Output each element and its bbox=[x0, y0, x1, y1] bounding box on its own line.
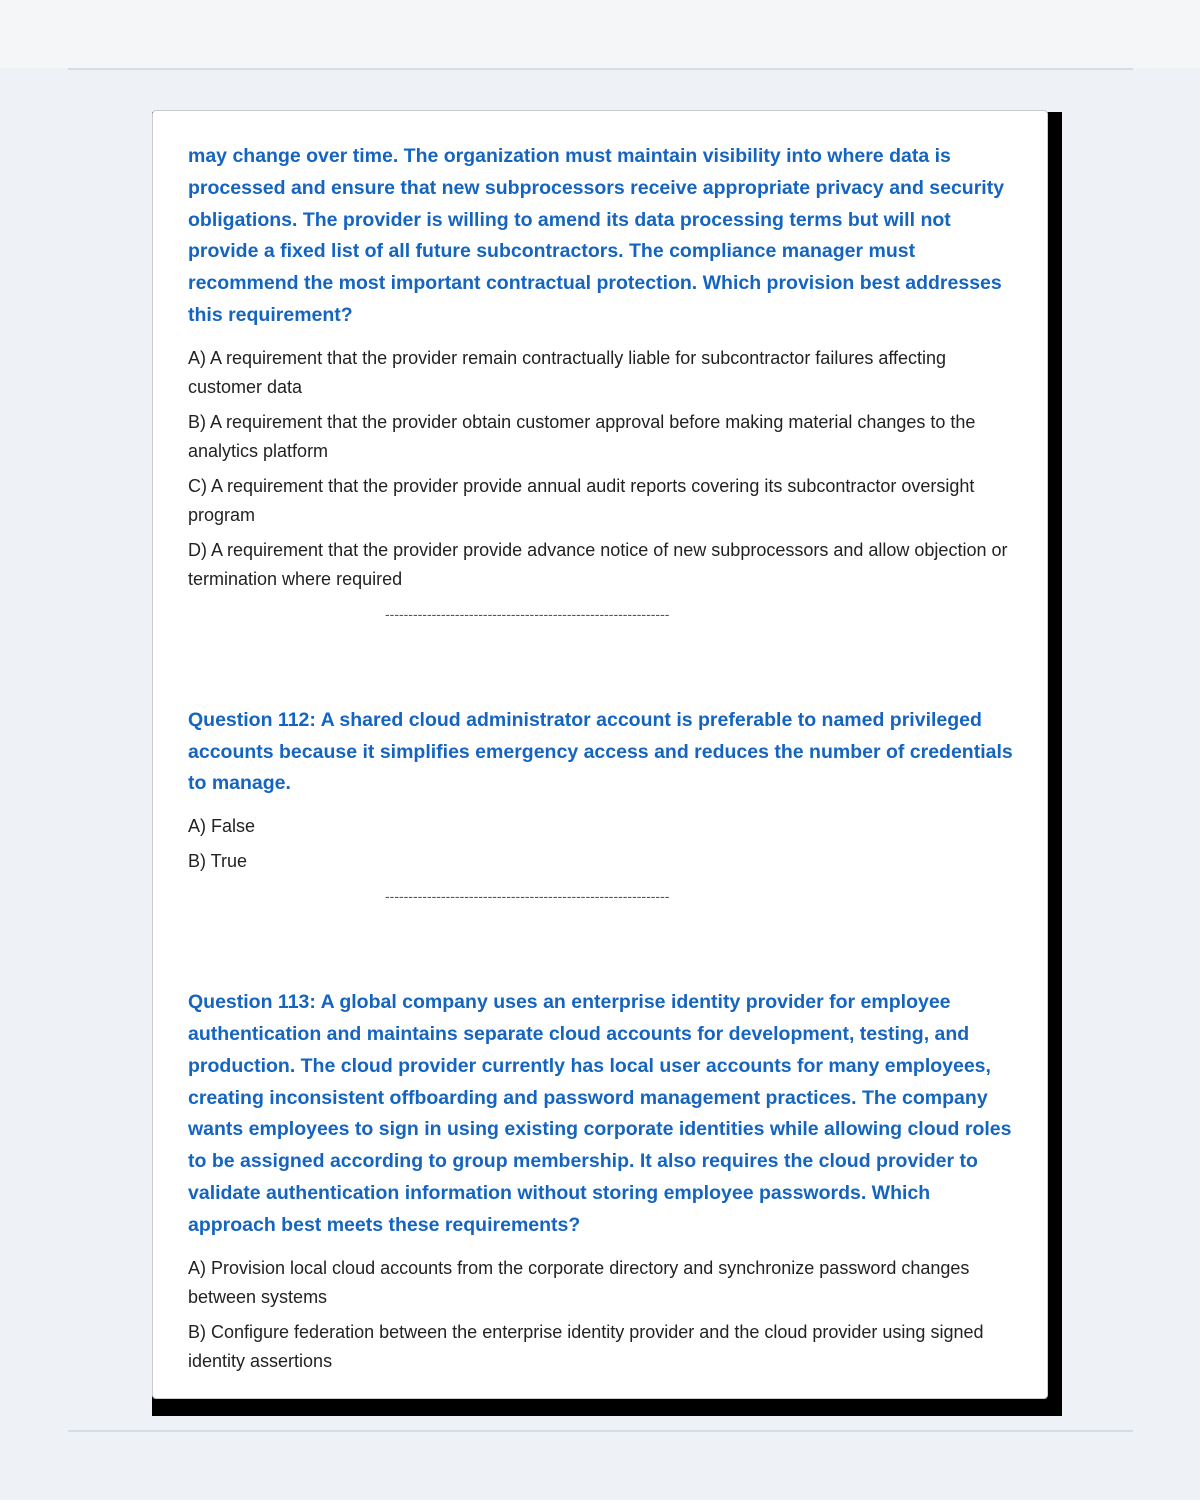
page-content bbox=[188, 141, 1013, 1382]
top-band bbox=[0, 0, 1200, 68]
document-page bbox=[152, 110, 1048, 1399]
top-divider bbox=[68, 68, 1133, 70]
question-text: may change over time. The organization must maintain visibility into where data is processed and ensure that new subprocessors receive appropriate privacy and security obligations. The provider is willing to amend its data processing terms but will not provide a fixed list of all future subcontractors. The compliance manager must recommend the most important contractual protection. Which provision best addresses this requirement? bbox=[188, 145, 1005, 326]
answer-option: B) Configure federation between the enterprise identity provider and the cloud provider using signed identity assertions bbox=[188, 1321, 984, 1371]
question-text: Question 113: A global company uses an enterprise identity provider for employee authentication and maintains separate cloud accounts for development, testing, and production. The cloud provider currently has local user accounts for many employees, creating inconsistent offboarding and password management practices. The company wants employees to sign in using existing corporate identities while allowing cloud roles to be assigned according to group membership. It also requires the cloud provider to validate authentication information without storing employee passwords. Which approach best meets these requirements? bbox=[188, 991, 1012, 1236]
answer-option: C) A requirement that the provider provide annual audit reports covering its subcontractor oversight program bbox=[188, 475, 975, 525]
answer-options bbox=[188, 812, 1013, 876]
answer-option: A) Provision local cloud accounts from the corporate directory and synchronize password changes between systems bbox=[188, 1257, 970, 1307]
question-block bbox=[188, 141, 1013, 624]
answer-options bbox=[188, 344, 1013, 594]
answer-option: A) False bbox=[188, 816, 256, 837]
answer-option: D) A requirement that the provider provide advance notice of new subprocessors and allow objection or termination where required bbox=[188, 539, 1008, 589]
question-block bbox=[188, 987, 1013, 1375]
answer-option: B) A requirement that the provider obtain customer approval before making material changes to the analytics platform bbox=[188, 411, 976, 461]
bottom-divider bbox=[68, 1430, 1133, 1432]
answer-option: B) True bbox=[188, 851, 248, 872]
question-separator: ------------------------------------------------------------- bbox=[385, 888, 670, 905]
question-separator: ------------------------------------------------------------- bbox=[385, 605, 670, 622]
answer-option: A) A requirement that the provider remain contractually liable for subcontractor failures affecting customer data bbox=[188, 347, 947, 397]
answer-options bbox=[188, 1254, 1013, 1376]
question-block bbox=[188, 705, 1013, 906]
question-text: Question 112: A shared cloud administrator account is preferable to named privileged accounts because it simplifies emergency access and reduces the number of credentials to manage. bbox=[188, 708, 1013, 795]
